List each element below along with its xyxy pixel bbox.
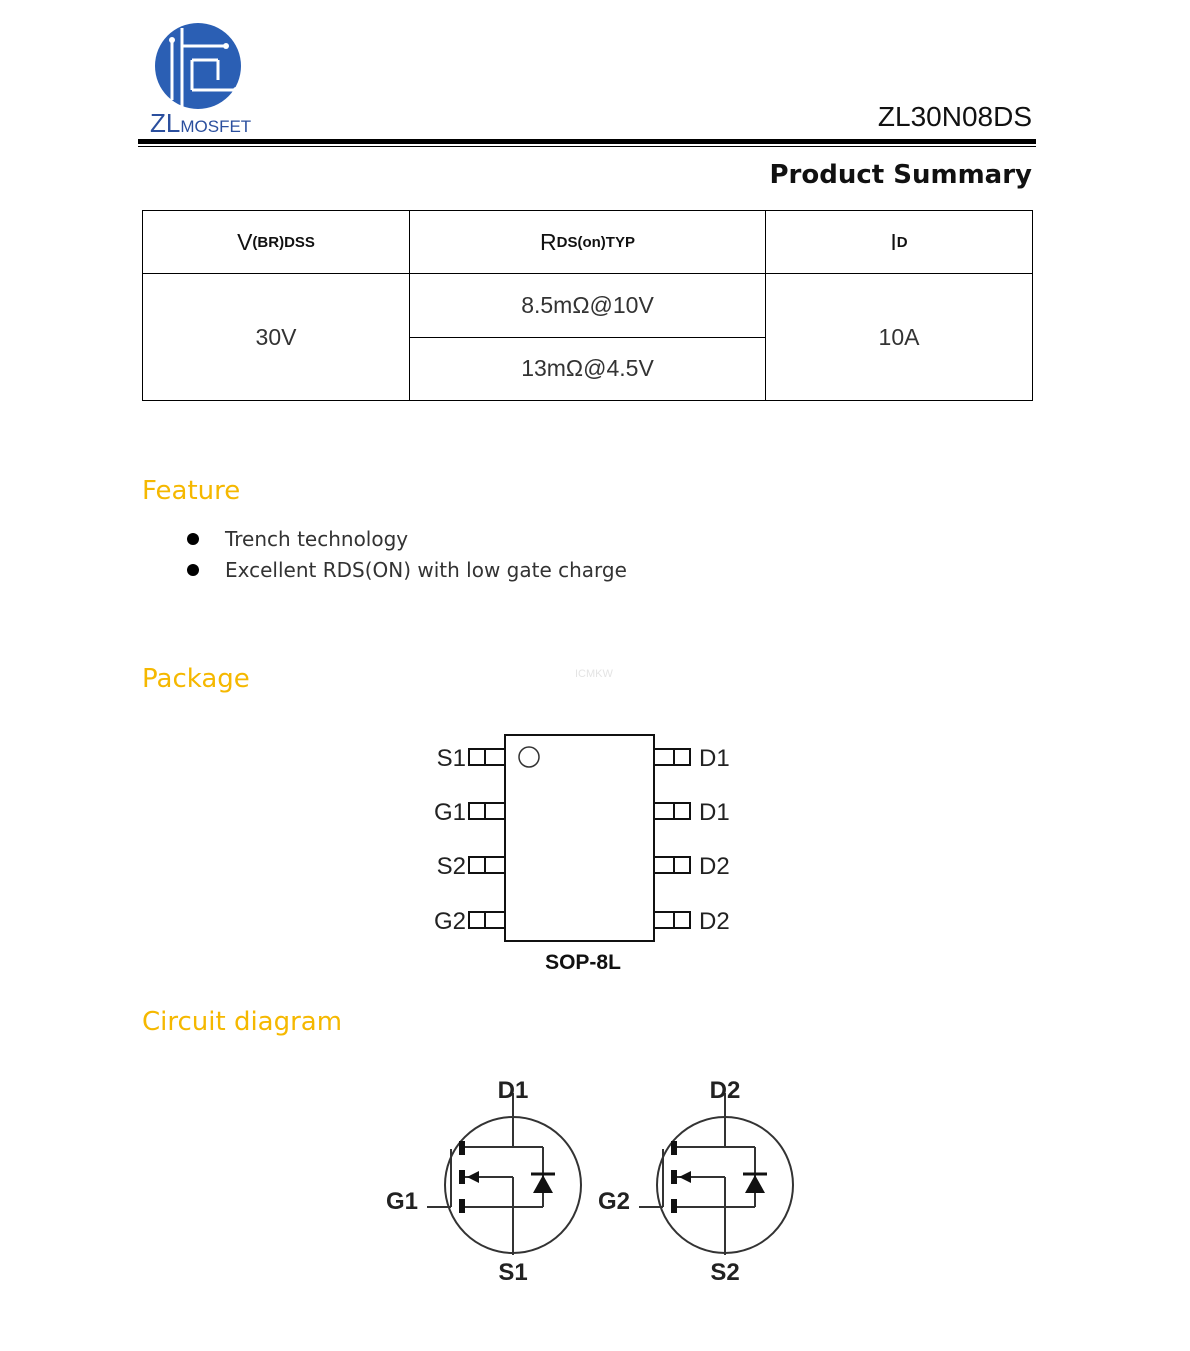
- part-number: ZL30N08DS: [877, 101, 1032, 132]
- header-rdson-main: R: [540, 228, 557, 255]
- feature-item: [186, 555, 627, 586]
- header-vbrdss-sub: (BR)DSS: [252, 233, 315, 251]
- mosfet1-gate-label: G1: [385, 1188, 418, 1215]
- circuit-title: Circuit diagram: [142, 1007, 343, 1037]
- product-summary-title: Product Summary: [769, 160, 1032, 190]
- pin-label-left: G1: [433, 799, 466, 826]
- mosfet1-drain-label: D1: [497, 1077, 529, 1104]
- header-id-sub: D: [896, 233, 908, 251]
- value-rds-10v: 8.5mΩ@10V: [521, 292, 654, 318]
- mosfet-2-symbol: [639, 1093, 793, 1255]
- header-id-main: I: [890, 228, 897, 255]
- feature-title: Feature: [142, 476, 241, 506]
- pin-label-left: S2: [436, 853, 466, 880]
- header-rule-thin: [138, 146, 1036, 147]
- watermark: ICMKW: [575, 668, 613, 680]
- pin-pad-right: [654, 912, 690, 928]
- pin-pad-right: [654, 749, 690, 765]
- pin-label-right: D2: [699, 908, 730, 935]
- mosfet1-source-label: S1: [498, 1259, 528, 1286]
- logo-text-zl: ZL: [150, 108, 181, 138]
- pin-pad-right: [654, 803, 690, 819]
- header-vbrdss: [142, 210, 410, 274]
- value-rds-4v5: 13mΩ@4.5V: [521, 355, 654, 381]
- pin-pad-left: [469, 857, 505, 873]
- pin-pad-right: [654, 857, 690, 873]
- pin-label-right: D1: [699, 745, 730, 772]
- mosfet2-drain-label: D2: [709, 1077, 741, 1104]
- header-rdson-sub: DS(on)TYP: [556, 233, 635, 251]
- sop8-package-diagram: [420, 728, 740, 978]
- package-title: Package: [142, 664, 250, 694]
- mosfet2-gate-label: G2: [597, 1188, 630, 1215]
- bullet-icon: [187, 564, 199, 576]
- pin1-marker-icon: [519, 747, 539, 767]
- summary-table: [142, 210, 1033, 401]
- pin-pad-left: [469, 803, 505, 819]
- logo-wordmark: [150, 108, 251, 139]
- header-id: [765, 210, 1033, 274]
- package-name: SOP-8L: [545, 951, 621, 974]
- feature-item-text: Excellent RDS(ON) with low gate charge: [225, 558, 627, 582]
- header-rdson: [410, 210, 765, 274]
- feature-list: [186, 524, 627, 586]
- mosfet-1-symbol: [427, 1093, 581, 1255]
- pin-label-right: D1: [699, 799, 730, 826]
- dual-nmos-circuit-diagram: [380, 1070, 800, 1290]
- bullet-icon: [187, 533, 199, 545]
- pin-label-right: D2: [699, 853, 730, 880]
- header-vbrdss-main: V: [237, 228, 253, 255]
- pin-pad-left: [469, 749, 505, 765]
- pin-label-left: G2: [433, 908, 466, 935]
- header-rule-thick: [138, 139, 1036, 144]
- logo-text-mosfet: MOSFET: [180, 117, 252, 136]
- pin-label-left: S1: [436, 745, 466, 772]
- mosfet2-source-label: S2: [710, 1259, 740, 1286]
- pin-pad-left: [469, 912, 505, 928]
- feature-item-text: Trench technology: [225, 527, 409, 551]
- feature-item: [186, 524, 627, 555]
- value-id: 10A: [878, 324, 920, 350]
- value-vbrdss: 30V: [255, 324, 297, 350]
